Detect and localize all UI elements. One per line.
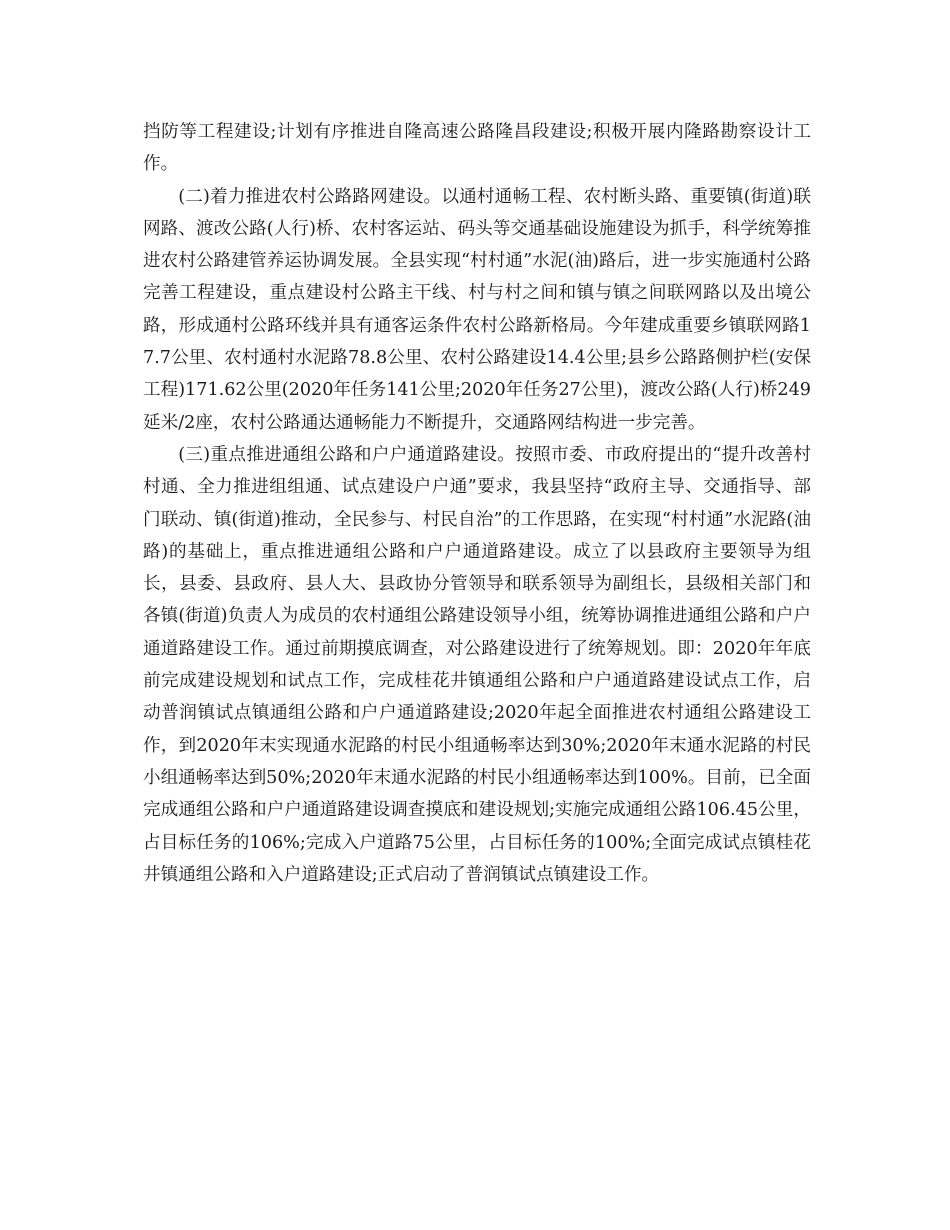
paragraph-group-road-construction: (三)重点推进通组公路和户户通道路建设。按照市委、市政府提出的“提升改善村村通、全力推进组组通、试点建设户户通”要求，我县坚持“政府主导、交通指导、部门联动、镇(街道)推动，全民参与、村民自治”的工作思路，在实现“村村通”水泥路(油路)的基础上，重点推进通组公路和户户通道路建设。成立了以县政府主要领导为组长，县委、县政府、县人大、县政协分管领导和联系领导为副组长，县级相关部门和各镇(街道)负责人为成员的农村通组公路建设领导小组，统筹协调推进通组公路和户户通道路建设工作。通过前期摸底调查，对公路建设进行了统筹规划。即：2020年年底前完成建设规划和试点工作，完成桂花井镇通组公路和户户通道路建设试点工作，启动普润镇试点镇通组公路和户户通道路建设;2020年起全面推进农村通组公路建设工作，到2020年末实现通水泥路的村民小组通畅率达到30%;2020年末通水泥路的村民小组通畅率达到50%;2020年末通水泥路的村民小组通畅率达到100%。目前，已全面完成通组公路和户户通道路建设调查摸底和建设规划;实施完成通组公路106.45公里，占目标任务的106%;完成入户道路75公里，占目标任务的100%;全面完成试点镇桂花井镇通组公路和入户道路建设;正式启动了普润镇试点镇建设工作。 bbox=[143, 444, 811, 885]
document-page bbox=[143, 116, 811, 891]
paragraph-continuation: 挡防等工程建设;计划有序推进自隆高速公路隆昌段建设;积极开展内隆路勘察设计工作。 bbox=[143, 122, 811, 175]
paragraph-rural-road-network: (二)着力推进农村公路路网建设。以通村通畅工程、农村断头路、重要镇(街道)联网路、渡改公路(人行)桥、农村客运站、码头等交通基础设施建设为抓手，科学统筹推进农村公路建管养运协调发展。全县实现“村村通”水泥(油)路后，进一步实施通村公路完善工程建设，重点建设村公路主干线、村与村之间和镇与镇之间联网路以及出境公路，形成通村公路环线并具有通客运条件农村公路新格局。今年建成重要乡镇联网路17.7公里、农村通村水泥路78.8公里、农村公路建设14.4公里;县乡公路路侧护栏(安保工程)171.62公里(2020年任务141公里;2020年任务27公里)，渡改公路(人行)桥249延米/2座，农村公路通达通畅能力不断提升，交通路网结构进一步完善。 bbox=[143, 186, 811, 433]
